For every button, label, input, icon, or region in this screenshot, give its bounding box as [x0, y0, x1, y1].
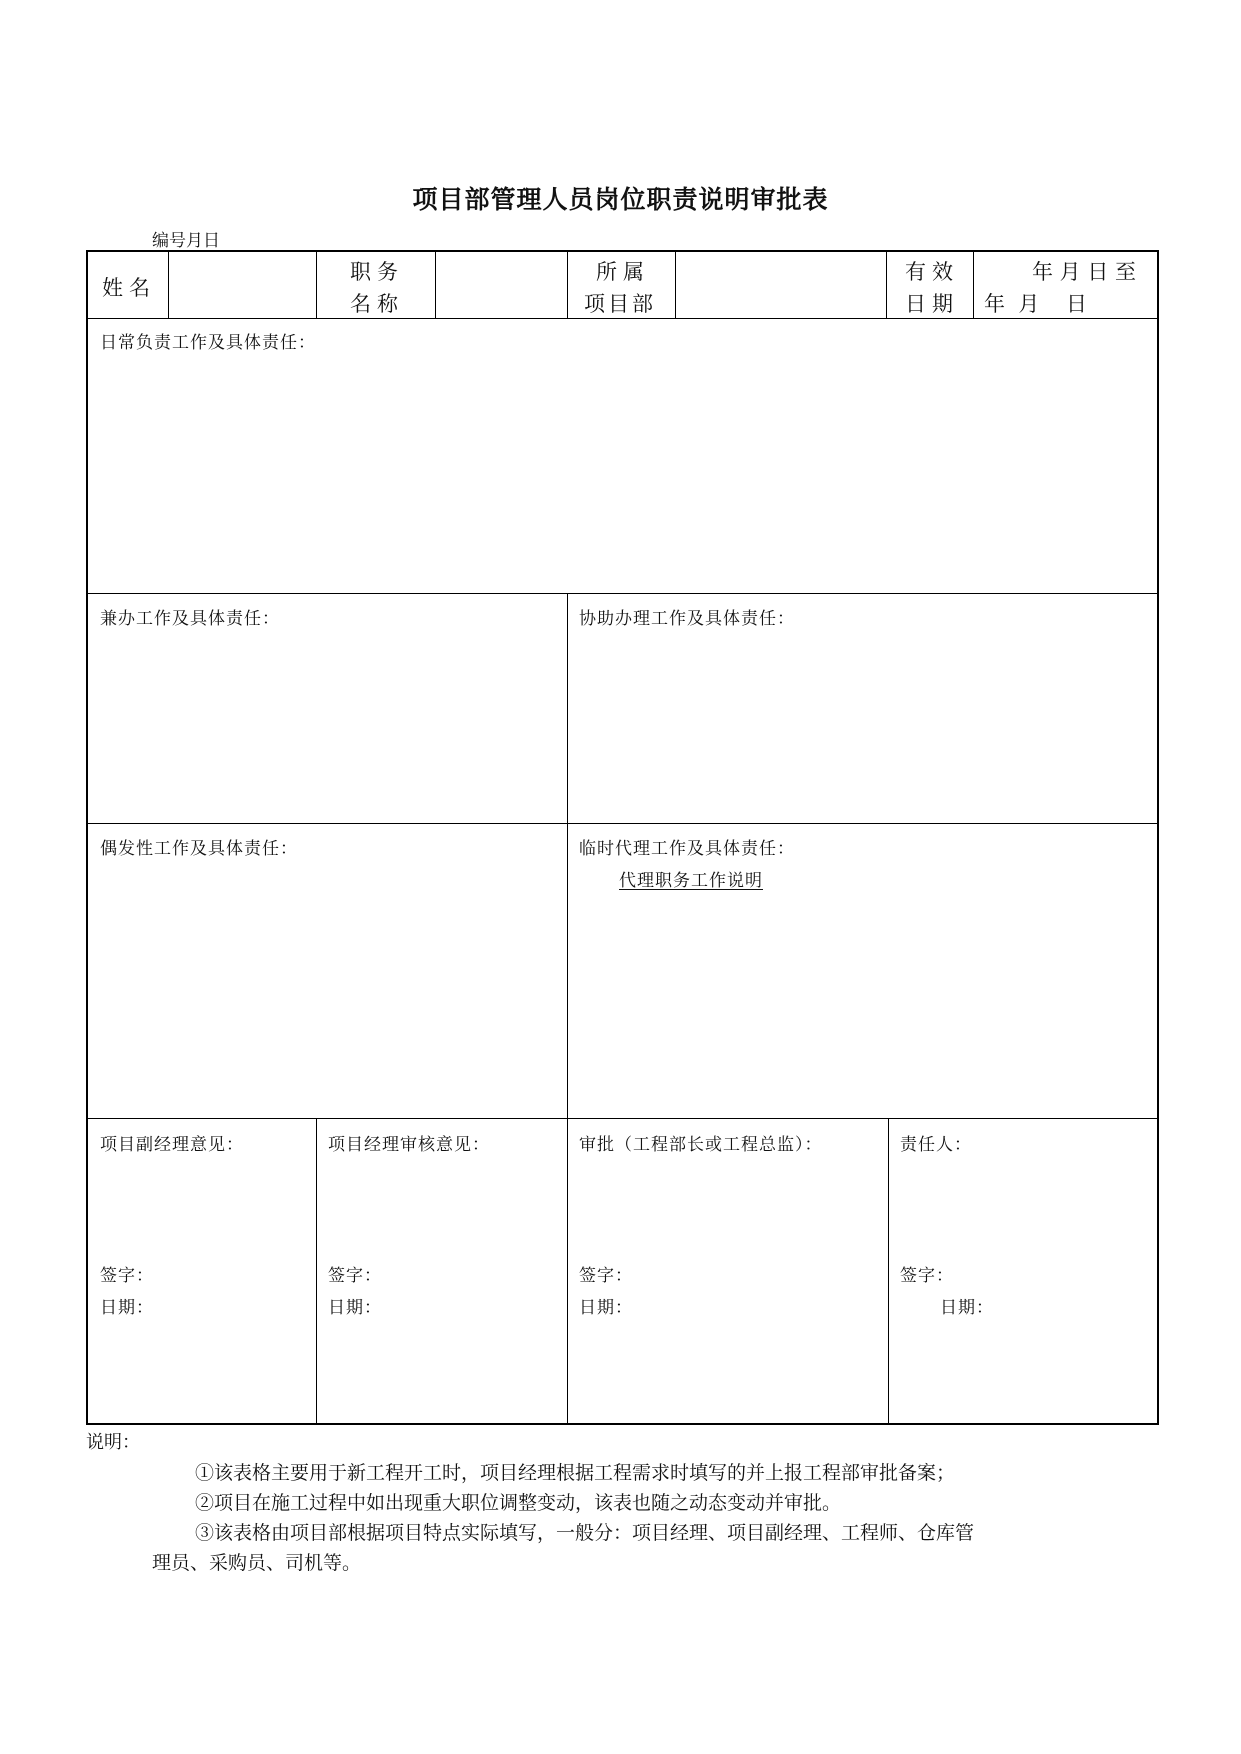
header-col-divider: [675, 252, 676, 318]
section-col-divider: [567, 593, 568, 1118]
deputy-manager-opinion-label: 项目副经理意见：: [100, 1135, 244, 1155]
sign-label: 签字：: [579, 1266, 633, 1286]
dept-label-line1: 所属: [596, 260, 650, 284]
valid-date-label-line2: 日期: [905, 292, 959, 316]
valid-date-value-line2: 年 月 日: [984, 292, 1088, 316]
note-item-2: ②项目在施工过程中如出现重大职位调整变动，该表也随之动态变动并审批。: [195, 1492, 842, 1514]
sign-label: 签字：: [328, 1266, 382, 1286]
header-col-divider: [567, 252, 568, 318]
note-item-1: ①该表格主要用于新工程开工时，项目经理根据工程需求时填写的并上报工程部审批备案；: [195, 1462, 956, 1484]
concurrent-duties-label: 兼办工作及具体责任：: [100, 609, 280, 629]
approval-form: [86, 250, 1159, 1425]
dept-label-line2: 项目部: [584, 292, 656, 316]
header-col-divider: [973, 252, 974, 318]
doc-number-label: 编号月日: [152, 231, 220, 251]
date-label: 日期：: [940, 1298, 994, 1318]
assist-duties-label: 协助办理工作及具体责任：: [579, 609, 795, 629]
date-label: 日期：: [579, 1298, 633, 1318]
valid-date-value-line1: 年 月 日 至: [1032, 260, 1137, 284]
notes-heading: 说明：: [86, 1432, 140, 1453]
header-col-divider: [168, 252, 169, 318]
responsible-person-label: 责任人：: [900, 1135, 972, 1155]
header-col-divider: [435, 252, 436, 318]
sign-label: 签字：: [100, 1266, 154, 1286]
header-col-divider: [316, 252, 317, 318]
valid-date-label-line1: 有效: [905, 260, 959, 284]
date-label: 日期：: [328, 1298, 382, 1318]
row-divider-daily: [88, 593, 1157, 594]
name-label: 姓名: [102, 276, 156, 300]
sign-label: 签字：: [900, 1266, 954, 1286]
note-item-3-line1: ③该表格由项目部根据项目特点实际填写，一般分：项目经理、项目副经理、工程师、仓库管: [195, 1522, 975, 1544]
approval-col-divider: [567, 1118, 568, 1423]
temporary-duties-note: 代理职务工作说明: [619, 871, 763, 891]
row-divider-occasional: [88, 1118, 1157, 1119]
daily-duties-label: 日常负责工作及具体责任：: [100, 333, 316, 353]
occasional-duties-label: 偶发性工作及具体责任：: [100, 839, 298, 859]
approval-label: 审批（工程部长或工程总监）：: [579, 1135, 823, 1155]
approval-col-divider: [316, 1118, 317, 1423]
header-col-divider: [886, 252, 887, 318]
position-label-line2: 名称: [350, 292, 404, 316]
note-item-3-line2: 理员、采购员、司机等。: [152, 1552, 362, 1574]
row-divider-header: [88, 318, 1157, 319]
position-label-line1: 职务: [350, 260, 404, 284]
temporary-duties-label: 临时代理工作及具体责任：: [579, 839, 795, 859]
row-divider-concurrent: [88, 823, 1157, 824]
approval-col-divider: [888, 1118, 889, 1423]
manager-review-label: 项目经理审核意见：: [328, 1135, 490, 1155]
date-label: 日期：: [100, 1298, 154, 1318]
page-title: 项目部管理人员岗位职责说明审批表: [412, 185, 829, 214]
